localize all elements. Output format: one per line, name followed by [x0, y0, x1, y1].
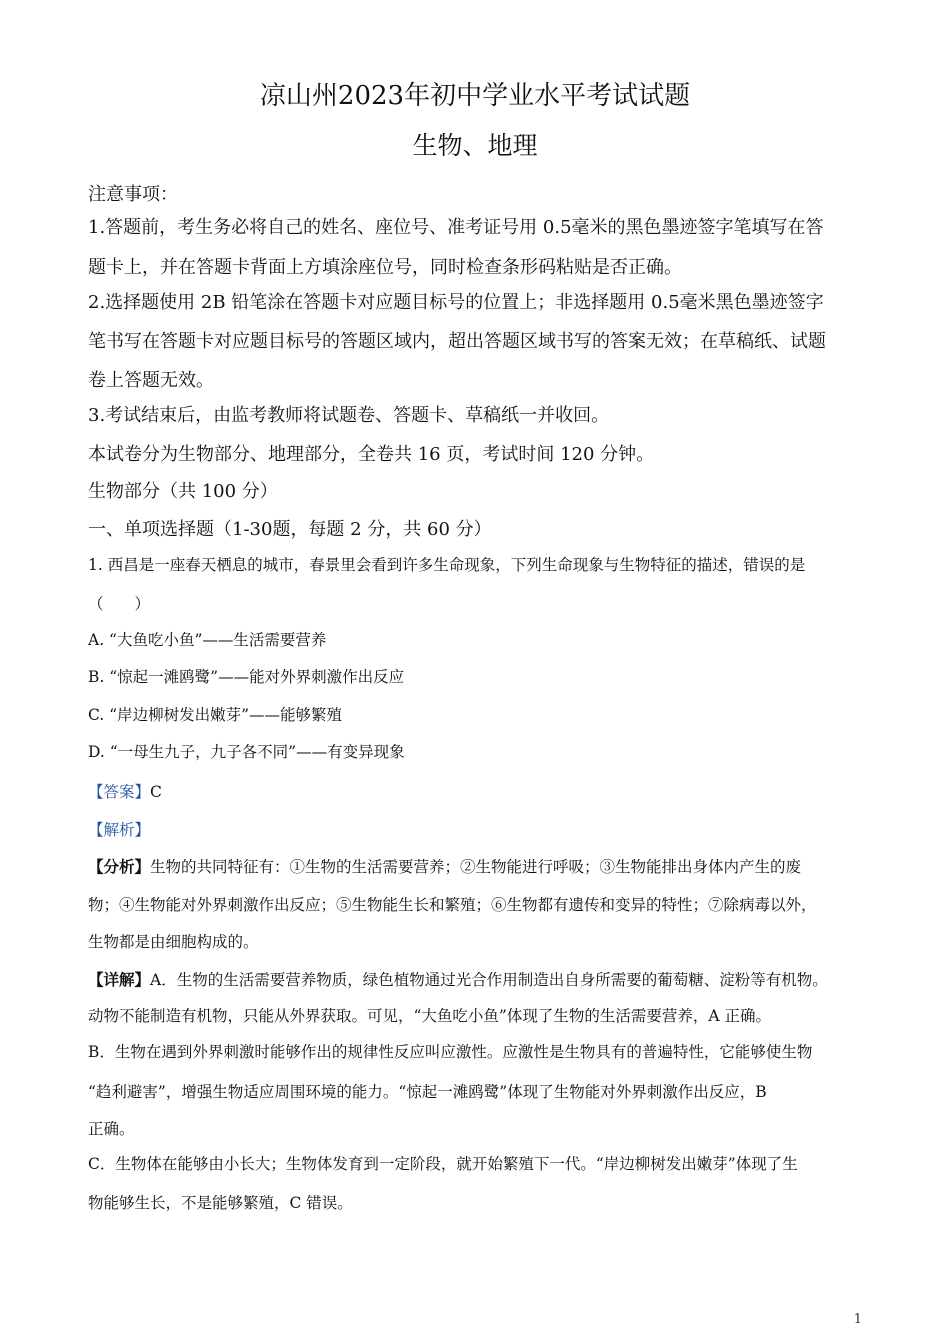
biology-part-heading: 生物部分（共 100 分）	[88, 481, 278, 502]
notes-heading: 注意事项：	[88, 184, 178, 205]
note-2-line-3: 卷上答题无效。	[88, 370, 214, 391]
note-1-line-2: 题卡上，并在答题卡背面上方填涂座位号，同时检查条形码粘贴是否正确。	[88, 257, 682, 278]
page-number: 1	[853, 1312, 862, 1327]
xiangjie-b-line-1: B．生物在遇到外界刺激时能够作出的规律性反应叫应激性。应激性是生物具有的普遍特性，它能够使生物	[88, 1043, 813, 1061]
answer-label: 【答案】	[88, 783, 151, 801]
xiangjie-a-line-2: 动物不能制造有机物，只能从外界获取。可见，“大鱼吃小鱼”体现了生物的生活需要营养，A 正确。	[88, 1007, 771, 1025]
fenxi-label: 【分析】	[88, 857, 151, 876]
xiangjie-c-line-1: C．生物体在能够由小长大；生物体发育到一定阶段，就开始繁殖下一代。“岸边柳树发出嫩芽”体现了生	[88, 1155, 798, 1173]
question-1-stem-line-2: （ ）	[88, 595, 151, 613]
exam-info: 本试卷分为生物部分、地理部分，全卷共 16 页，考试时间 120 分钟。	[88, 444, 655, 465]
fenxi-line-2: 物；④生物能对外界刺激作出反应；⑤生物能生长和繁殖；⑥生物都有遗传和变异的特性；⑦除病毒以外，	[88, 896, 817, 914]
fenxi-text-1: 生物的共同特征有：①生物的生活需要营养；②生物能进行呼吸；③生物能排出身体内产生的废	[150, 858, 802, 876]
exam-title: 凉山州2023年初中学业水平考试试题	[259, 81, 691, 111]
option-d: D. “一母生九子，九子各不同”——有变异现象	[88, 743, 405, 761]
section-heading: 一、单项选择题（1-30题，每题 2 分，共 60 分）	[88, 519, 492, 540]
note-2-line-1: 2.选择题使用 2B 铅笔涂在答题卡对应题目标号的位置上；非选择题用 0.5毫米黑色墨迹签字	[88, 292, 824, 313]
question-1-stem-line-1: 1. 西昌是一座春天栖息的城市，春景里会看到许多生命现象，下列生命现象与生物特征的描述，错误的是	[88, 556, 806, 574]
fenxi-line-1	[88, 855, 801, 877]
xiangjie-c-line-2: 物能够生长，不是能够繁殖，C 错误。	[88, 1194, 353, 1212]
answer-line	[88, 780, 162, 802]
xiangjie-b-line-3: 正确。	[88, 1120, 135, 1138]
note-2-line-2: 笔书写在答题卡对应题目标号的答题区域内，超出答题区域书写的答案无效；在草稿纸、试题	[88, 331, 826, 352]
note-1-line-1: 1.答题前，考生务必将自己的姓名、座位号、准考证号用 0.5毫米的黑色墨迹签字笔填写在答	[88, 217, 824, 238]
option-c: C. “岸边柳树发出嫩芽”——能够繁殖	[88, 706, 343, 724]
exam-subtitle: 生物、地理	[412, 131, 538, 160]
answer-value: C	[150, 783, 162, 801]
option-a: A. “大鱼吃小鱼”——生活需要营养	[88, 631, 327, 649]
xiangjie-line-1	[88, 968, 828, 990]
xiangjie-b-line-2: “趋利避害”，增强生物适应周围环境的能力。“惊起一滩鸥鹭”体现了生物能对外界刺激作出反应，B	[88, 1083, 767, 1101]
option-b: B. “惊起一滩鸥鹭”——能对外界刺激作出反应	[88, 668, 405, 686]
fenxi-line-3: 生物都是由细胞构成的。	[88, 933, 259, 951]
analysis-label: 【解析】	[88, 821, 151, 839]
note-3: 3.考试结束后，由监考教师将试题卷、答题卡、草稿纸一并收回。	[88, 405, 610, 426]
xiangjie-label: 【详解】	[88, 970, 151, 989]
xiangjie-a-text-1: A．生物的生活需要营养物质，绿色植物通过光合作用制造出自身所需要的葡萄糖、淀粉等有机物。	[150, 971, 828, 989]
